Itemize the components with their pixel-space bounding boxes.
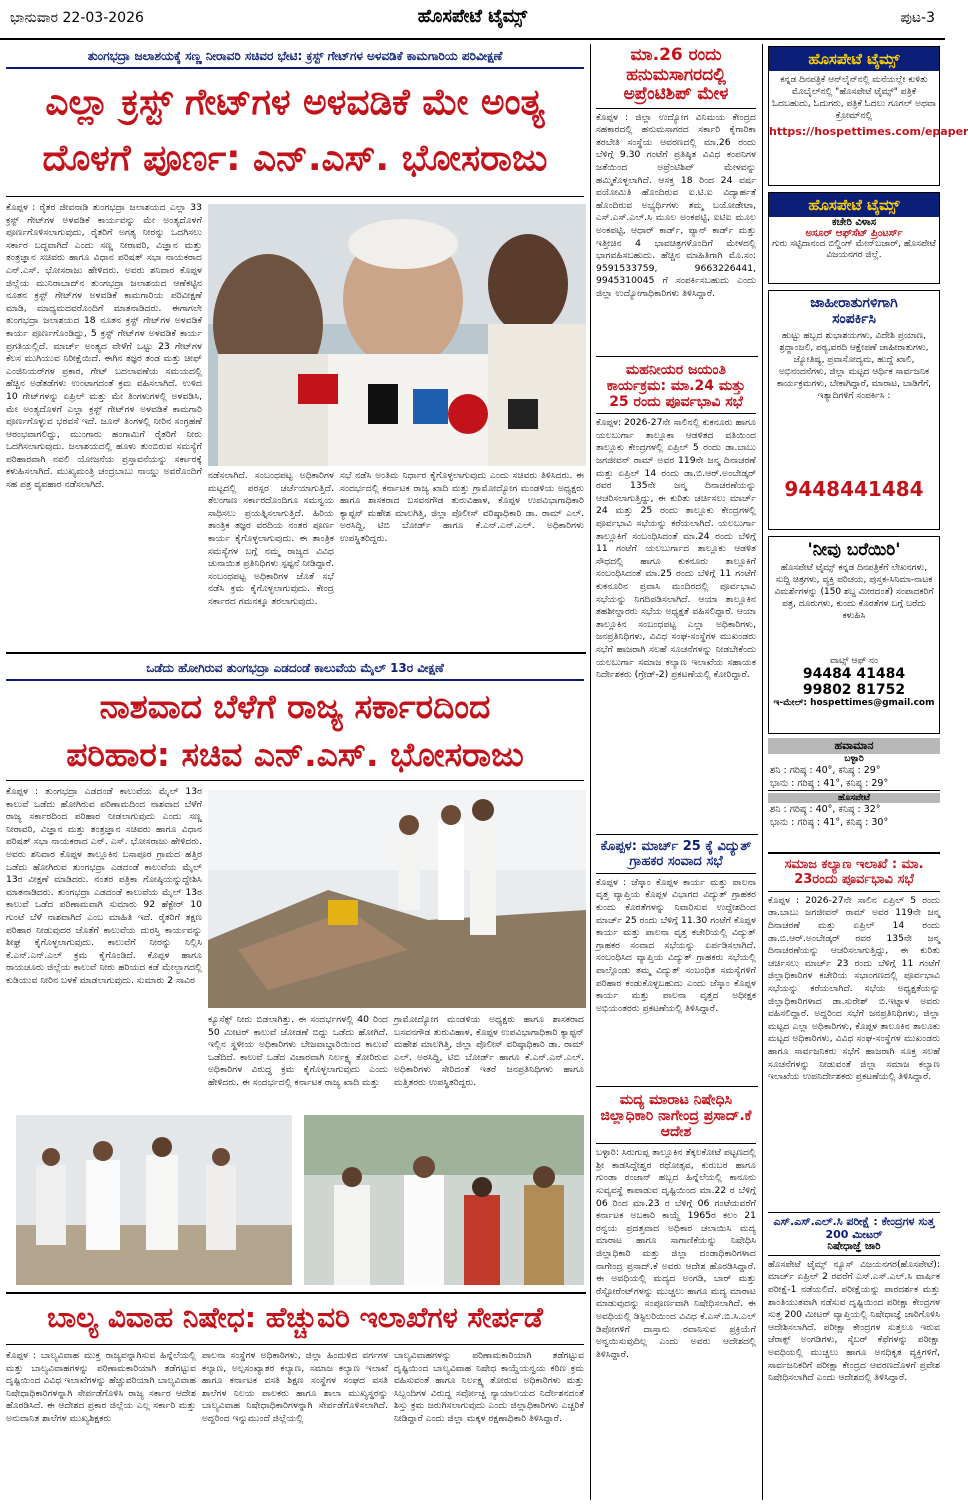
- col5-brief-2: [768, 1216, 940, 1495]
- email-address[interactable]: ಇ-ಮೇಲ್: hospettimes@gmail.com: [773, 698, 935, 708]
- divider: [768, 1212, 940, 1213]
- sslc-subheadline: ನಿಷೇಧಾಜ್ಞೆ ಜಾರಿ: [768, 1241, 940, 1256]
- office-address-ad: [768, 192, 940, 284]
- sslc-headline: ಎಸ್.ಎಸ್.ಎಲ್.ಸಿ ಪರೀಕ್ಷೆ : ಕೇಂದ್ರಗಳ ಸುತ್ತ 200 ಮೀಟರ್: [773, 1215, 935, 1241]
- story2-photo: [208, 790, 586, 1008]
- divider: [6, 652, 586, 654]
- column-rule: [762, 44, 763, 1500]
- whatsapp-phone-2[interactable]: 99802 81752: [802, 682, 906, 698]
- story1-col3: ಸಭೆ ನಡೆಸಿ ಅಂತಿಮ ನಿರ್ಧಾರ ಕೈಗೊಳ್ಳಲಾಗುವುದು ಎಂದು ಸಚಿವರು ತಿಳಿಸಿದರು. ಈ ಸಂದರ್ಭದಲ್ಲಿ ಕರ್ನಾಟಕ ರಾಜ್ಯ ಖಾದಿ ಮತ್ತು ಗ್ರಾಮೋದ್ಯೋಗ ಮಂಡಳಿಯ ಅಧ್ಯಕ್ಷರು ಹಾಗೂ ಶಾಸಕರಾದ ಬಸವನಗೌಡ ತುರುವಿಹಾಳ, ಕೊಪ್ಪಳ ಉಪವಿಭಾಗಾಧಿಕಾರಿ ಕ್ಯಾಪ್ಟನ್ ಮಹೇಶ ಮಾಲಗಿತ್ತಿ, ಜಿಲ್ಲಾ ಪೊಲೀಸ್ ವರಿಷ್ಠಾಧಿಕಾರಿ ಡಾ. ರಾಮ್ ಎಲ್. ಅರಸಿದ್ದಿ, ಟಿಬಿ ಬೋರ್ಡ್ ಹಾಗೂ ಕೆ.ಎನ್.ಎನ್.ಎಲ್. ಅಧಿಕಾರಿಗಳು ಉಪಸ್ಥಿತರಿದ್ದರು.: [340, 470, 584, 544]
- whatsapp-label: ವಾಟ್ಸ್ ಆಫ್ ನಂ: [830, 656, 878, 666]
- col4-brief-1: [596, 46, 756, 334]
- write-to-us-ad: [768, 536, 940, 734]
- page-number: ಪುಟ-3: [900, 10, 935, 26]
- story1-headline-2: ದೊಳಗೆ ಪೂರ್ಣ: ಎನ್.ಎಸ್. ಭೋಸರಾಜು: [42, 138, 548, 179]
- story2-kicker: ಒಡೆದು ಹೋಗಿರುವ ತುಂಗಭದ್ರಾ ಎಡದಂಡೆ ಕಾಲುವೆಯ ಮೈಲ್ 13ರ ವೀಕ್ಷಣೆ: [6, 658, 584, 681]
- story3-headline: ಬಾಲ್ಯ ವಿವಾಹ ನಿಷೇಧ: ಹೆಚ್ಚುವರಿ ಇಲಾಖೆಗಳ ಸೇರ್ಪಡೆ: [47, 1301, 543, 1334]
- story2-headline-1: ನಾಶವಾದ ಬೆಳೆಗೆ ರಾಜ್ಯ ಸರ್ಕಾರದಿಂದ: [99, 687, 491, 726]
- story2-photo-3: [304, 1115, 584, 1285]
- story3-col1: ಕೊಪ್ಪಳ : ಬಾಲ್ಯವಿವಾಹ ಮುಕ್ತ ರಾಜ್ಯವನ್ನಾಗಿಸುವ ಹಿನ್ನೆಲೆಯಲ್ಲಿ ಮತ್ತು ಬಾಲ್ಯವಿವಾಹಗಳನ್ನು ಪರಿಣಾಮಕಾರಿಯಾಗಿ ತಡೆಗಟ್ಟುವ ದೃಷ್ಟಿಯಿಂದ ವಿವಿಧ ಇಲಾಖೆಗಳನ್ನು ಹೆಚ್ಚುವರಿಯಾಗಿ ಬಾಲ್ಯವಿವಾಹ ನಿಷೇಧಾಧಿಕಾರಿಗಳನ್ನಾಗಿ ಸೇರ್ಪಡೆಗೊಳಿಸಿ ರಾಜ್ಯ ಸರ್ಕಾರ ಆದೇಶ ಹೊರಡಿಸಿದೆ. ಈ ಆದೇಶದ ಪ್ರಕಾರ ಜಿಲ್ಲೆಯ ಎಲ್ಲ ಸರ್ಕಾರಿ ಮತ್ತು ಅನುದಾನಿತ ಶಾಲೆಗಳ ಮುಖ್ಯಶಿಕ್ಷಕರು: [6, 1350, 196, 1424]
- divider: [6, 1292, 586, 1294]
- social-welfare-headline: ಸಮಾಜ ಕಲ್ಯಾಣ ಇಲಾಖೆ : ಮಾ. 23ರಂದು ಪೂರ್ವಭಾವಿ ಸಭೆ: [768, 858, 940, 892]
- farmers-meeting-photo: [304, 1115, 584, 1285]
- story2-col2: ಕ್ಯೂಸೆಕ್ಸ್ ನೀರು ಬಿಡಲಾಗಿತ್ತು. ಈ ಸಂದರ್ಭಗಳಲ್ಲಿ 40 ರಿಂದ 50 ಮೀಟರ್ ಕಾಲುವೆ ಜೋಡಣೆ ಬಿದ್ದು ಒಡೆದು ಹೋಗಿದೆ. ಇಲ್ಲಿನ ಸ್ಥಳೀಯ ಅಧಿಕಾರಿಗಳು ಬೇಜವಾಬ್ದಾರಿಯಿಂದ ಕಾಲುವೆ ಒಡೆದಿದೆ. ಕಾಲುವೆ ಒಡೆದ ವಿಚಾರವಾಗಿ ನಿರ್ಲಕ್ಷ್ಯ ತೋರಿರುವ ಅಧಿಕಾರಿಗಳ ವಿರುದ್ಧ ಕ್ರಮ ಕೈಗೊಳ್ಳಲಾಗುವುದು ಎಂದು ಹೇಳಿದರು. ಈ ಸಂದರ್ಭದಲ್ಲಿ ಕರ್ನಾಟಕ ರಾಜ್ಯ ಖಾದಿ ಮತ್ತು: [208, 1014, 388, 1088]
- liquor-ban-headline: ಮದ್ಯ ಮಾರಾಟ ನಿಷೇಧಿಸಿ ಜಿಲ್ಲಾಧಿಕಾರಿ ನಾಗೇಂದ್ರ ಪ್ರಸಾದ್.ಕೆ ಆದೇಶ: [596, 1092, 756, 1144]
- advertise-ad: [768, 290, 940, 530]
- weather-box: [768, 738, 940, 829]
- divider: [596, 834, 758, 835]
- col4-brief-4: [596, 1092, 756, 1477]
- group-walk-photo: [16, 1115, 292, 1285]
- paper-name: ಹೊಸಪೇಟೆ ಟೈಮ್ಸ್: [417, 6, 528, 27]
- column-rule: [590, 44, 591, 1500]
- epaper-ad-body: ಕನ್ನಡ ದಿನಪತ್ರಿಕೆ ಆನ್‌ಲೈನ್‌ನಲ್ಲಿ ಮನೆಯಲ್ಲೇ ಕುಳಿತು ಮೊಬೈಲ್‌ನಲ್ಲಿ "ಹೊಸಪೇಟೆ ಟೈಮ್ಸ್" ಪತ್ರಿಕೆ ಓದಬಹುದು, ಓದುಗರು, ಪತ್ರಿಕೆ ಓದಲು ಗೂಗಲ್ ಅಥವಾ ಕ್ರೋಮ್‌ನಲ್ಲಿ: [772, 75, 936, 121]
- story1-col2: ನಡೆಸಲಾಗಿದೆ. ಸಂಬಂಧಪಟ್ಟ ಅಧಿಕಾರಿಗಳ ಮಟ್ಟದಲ್ಲಿ ಪರಸ್ಪರ ಚರ್ಚೆಯಾಗುತ್ತಿದೆ. ತೆಲಂಗಾಣ ಸರ್ಕಾರದೊಂದಿಗೂ ಸಮನ್ವಯ ಸಾಧಿಸಲು ಪ್ರಯತ್ನಿಸಲಾಗುತ್ತಿದೆ. ಹಿರಿಯ ತಾಂತ್ರಿಕ ತಜ್ಞರ ವರದಿಯ ನಂತರ ಪೂರ್ಣ ಕಾರ್ಯ ಕೈಗೊಳ್ಳಲಾಗುವುದು. ಈ ತಾಂತ್ರಿಕ ಸಮಸ್ಯೆಗಳ ಬಗ್ಗೆ ನಮ್ಮ ರಾಜ್ಯದ ವಿವಿಧ ಚುನಾಯಿತ ಪ್ರತಿನಿಧಿಗಳು ಸ್ಪಷ್ಟನೆ ನೀಡಿದ್ದಾರೆ. ಸಂಬಂಧಪಟ್ಟ ಅಧಿಕಾರಿಗಳ ಜೊತೆ ಸಭೆ ನಡೆಸಿ ಕ್ರಮ ಕೈಗೊಳ್ಳಲಾಗುವುದು. ಕೇಂದ್ರ ಸರ್ಕಾರದ ಗಮನಕ್ಕೂ ತರಲಾಗುವುದು.: [208, 470, 334, 607]
- divider: [768, 852, 940, 854]
- story2-col1: ಕೊಪ್ಪಳ : ತುಂಗಭದ್ರಾ ಎಡದಂಡೆ ಕಾಲುವೆಯ ಮೈಲ್ 13ರ ಕಾಲುವೆ ಒಡೆದು ಹೋಗಿರುವ ಪರಿಣಾಮದಿಂದ ನಾಶವಾದ ಬೆಳೆಗೆ ರಾಜ್ಯ ಸರ್ಕಾರದಿಂದ ಪರಿಹಾರ ನೀಡಲಾಗುವುದು ಎಂದು ಸಣ್ಣ ನೀರಾವರಿ, ವಿಜ್ಞಾನ ಮತ್ತು ತಂತ್ರಜ್ಞಾನ ಸಚಿವರು ಹಾಗೂ ವಿಧಾನ ಪರಿಷತ್ ಸಭಾ ನಾಯಕರಾದ ಎನ್. ಎಸ್. ಭೋಸರಾಜು ಹೇಳಿದರು. ಅವರು ಶನಿವಾರ ಕೊಪ್ಪಳ ತಾಲ್ಲೂಕಿನ ಬಸಾಪೂರ ಗ್ರಾಮದ ಹತ್ತಿರ ಒಡೆದು ಹೋಗಿರುವ ತುಂಗಭದ್ರಾ ಎಡದಂಡೆ ಕಾಲುವೆಯ ಮೈಲ್ 13ರ ವೀಕ್ಷಣೆ ಮಾಡಿದರು. ನಂತರ ಪತ್ರಿಕಾ ಗೋಷ್ಠಿಯನ್ನುದ್ದೇಶಿಸಿ ಮಾತನಾಡಿದರು. ತುಂಗಭದ್ರಾ ಎಡದಂಡೆ ಕಾಲುವೆಯ ಮೈಲ್ 13ರ ಕಾಲುವೆ ಒಡೆದ ಪರಿಣಾಮವಾಗಿ ಸುಮಾರು 92 ಹೆಕ್ಟೇರ್ 10 ಗುಂಟೆ ಬೆಳೆ ನಾಶವಾಗಿದೆ ಎಂಬ ಮಾಹಿತಿ ಇದೆ. ರೈತರಿಗೆ ತಕ್ಷಣ ಪರಿಹಾರ ನೀಡುವುದರ ಜೊತೆಗೆ ಕಾಲುವೆಯ ದುರಸ್ತಿ ಕಾರ್ಯವನ್ನು ಶೀಘ್ರ ಕೈಗೊಳ್ಳಲಾಗುವುದು. ಕಾಲುವೆಗೆ ನೀರನ್ನು ನಿಲ್ಲಿಸಿ ಕೆ.ಎನ್.ಎನ್.ಎಲ್ ಕ್ರಮ ಕೈಗೊಂಡಿದೆ. ಕೊಪ್ಪಳ ಹಾಗೂ ರಾಯಚೂರು ಜಿಲ್ಲೆಯ ಕಾಲುವೆ ನೀರು ಹರಿಯದ ಕಡೆ ಮೇಲ್ಭಾಗದಲ್ಲಿ ಕುಡಿಯುವ ನೀರಿನ ಬಳಕೆ ಮಾಡಲಾಗುವುದು. ಸುಮಾರು 2 ಸಾವಿರ: [6, 786, 202, 986]
- apprenticeship-headline: ಮಾ.26 ರಂದು ಹನುಮಸಾಗರದಲ್ಲಿ ಅಪ್ರೆಂಟಿಶಿಪ್ ಮೇಳ: [596, 46, 756, 109]
- office-ad-line1: ಕಚೇರಿ ವಿಳಾಸ: [831, 217, 877, 228]
- advertise-ad-title: ಜಾಹೀರಾತುಗಳಿಗಾಗಿ: [810, 295, 898, 311]
- weather-row: ಭಾನು : ಗರಿಷ್ಠ : 41°, ಕನಿಷ್ಠ : 30°: [770, 817, 889, 828]
- whatsapp-phone-1[interactable]: 94484 41484: [802, 666, 906, 682]
- story2-col3: ಗ್ರಾಮೋದ್ಯೋಗ ಮಂಡಳಿಯ ಅಧ್ಯಕ್ಷರು ಹಾಗೂ ಶಾಸಕರಾದ ಬಸವನಗೌಡ ತುರುವಿಹಾಳ, ಕೊಪ್ಪಳ ಉಪವಿಭಾಗಾಧಿಕಾರಿ ಕ್ಯಾಪ್ಟನ್ ಮಹೇಶ ಮಾಲಗಿತ್ತಿ, ಜಿಲ್ಲಾ ಪೊಲೀಸ್ ವರಿಷ್ಠಾಧಿಕಾರಿ ಡಾ. ರಾಮ್ ಎಲ್. ಅರಸಿದ್ದಿ, ಟಿಬಿ ಬೋರ್ಡ್ ಹಾಗೂ ಕೆ.ಎನ್.ಎನ್.ಎಲ್. ಅಧಿಕಾರಿಗಳು ಸೇರಿದಂತೆ ಇತರೆ ಜನಪ್ರತಿನಿಧಿಗಳು ಹಾಗೂ ಮತ್ತಿತರರು ಉಪಸ್ಥಿತರಿದ್ದರು.: [394, 1014, 584, 1088]
- divider: [596, 356, 758, 357]
- story1-kicker: ತುಂಗಭದ್ರಾ ಜಲಾಶಯಕ್ಕೆ ಸಣ್ಣ ನೀರಾವರಿ ಸಚಿವರ ಭೇಟಿ: ಕ್ರಸ್ಟ್ ಗೇಟ್‌ಗಳ ಅಳವಡಿಕೆ ಕಾಮಗಾರಿಯ ಪರಿವೀಕ್ಷಣೆ: [6, 46, 584, 69]
- story3-col2: ಪಾಲನಾ ಸಂಸ್ಥೆಗಳ ಅಧಿಕಾರಿಗಳು, ಜಿಲ್ಲಾ ಹಿಂದುಳಿದ ವರ್ಗಗಳ ಕಲ್ಯಾಣ, ಅಲ್ಪಸಂಖ್ಯಾತರ ಕಲ್ಯಾಣ, ಸಮಾಜ ಕಲ್ಯಾಣ ಇಲಾಖೆ ಹಾಗೂ ಕರ್ನಾಟಕ ವಸತಿ ಶಿಕ್ಷಣ ಸಂಸ್ಥೆಗಳ ಸಂಘದ ವಸತಿ ಶಾಲೆಗಳ ನಿಲಯ ಪಾಲಕರು ಹಾಗೂ ಶಾಲಾ ಮುಖ್ಯಸ್ಥರನ್ನು ಬಾಲ್ಯವಿವಾಹ ನಿಷೇಧಾಧಿಕಾರಿಗಳನ್ನಾಗಿ ಸೇರ್ಪಡೆಗೊಳಿಸಲಾಗಿದೆ. ಅದ್ದರಿಂದ ಇನ್ನುಮುಂದೆ ಜಿಲ್ಲೆಯಲ್ಲಿ: [202, 1350, 388, 1424]
- write-ad-body: ಹೊಸಪೇಟೆ ಟೈಮ್ಸ್ ಕನ್ನಡ ದಿನಪತ್ರಿಕೆಗೆ ಲೇಖನಗಳು, ಸುದ್ದಿ ಚಿತ್ರಗಳು, ವ್ಯಕ್ತಿ ಪರಿಚಯ, ಪುಸ್ತಕ-ಸಿನಿಮಾ-ನಾಟಕ ವಿಮರ್ಶೆಗಳನ್ನು (150 ಶಬ್ದ ಮೀರದಂತೆ) ಸಂಪಾದಕರಿಗೆ ಪತ್ರ, ದೂರುಗಳು, ಕುಂದು ಕೊರತೆಗಳ ಬಗ್ಗೆ ಬರೆದು ಕಳುಹಿಸಿ: [774, 563, 934, 621]
- weather-title: ಹವಾಮಾನ: [768, 738, 940, 754]
- weather-city-2: ಹೊಸಪೇಟೆ: [768, 793, 940, 803]
- weather-row: ಭಾನು : ಗರಿಷ್ಠ : 41°, ಕನಿಷ್ಠ : 29°: [768, 777, 940, 791]
- weather-row: ಶನಿ : ಗರಿಷ್ಠ : 40°, ಕನಿಷ್ಠ : 29°: [770, 765, 881, 776]
- divider: [6, 780, 584, 781]
- advertise-ad-body: ಹುಟ್ಟು ಹಬ್ಬದ ಶುಭಾಶಯಗಳು, ವಿದೇಶಿ ಪ್ರಯಾಣ, ಶ್ರದ್ಧಾಂಜಲಿ, ಪಠ್ಯ,ವರದಿ ಆಕ್ಷೇಪಣೆ ಜಾಹೀರಾತುಗಳು, ಜ್ಯೋತಿಷ್ಯ, ಪ್ರವಾಸೋದ್ಯಮ, ಹುದ್ದೆ ಖಾಲಿ, ಅಭಿನಂದನೆಗಳು, ಜಿಲ್ಲಾ ಮಟ್ಟದ ಆರ್ಥಿಕ ಸಾರ್ವಜನಿಕ ಕಾರ್ಯಕ್ರಮಗಳು, ಬೇಕಾಗಿದ್ದಾರೆ, ಮಾರಾಟ, ಬಾಡಿಗೆಗೆ, ಇತ್ಯಾದಿಗಳಿಗೆ ಸಂಪರ್ಕಿಸಿ :: [776, 331, 932, 401]
- story1-col1: ಕೊಪ್ಪಳ : ರೈತರ ಜೀವನಾಡಿ ತುಂಗಭದ್ರಾ ಜಲಾಶಯದ ಎಲ್ಲಾ 33 ಕ್ರಸ್ಟ್ ಗೇಟ್‌ಗಳ ಅಳವಡಿಕೆ ಕಾರ್ಯವನ್ನು ಮೇ ಅಂತ್ಯದೊಳಗೆ ಪೂರ್ಣಗೊಳಿಸಲಾಗುವುದು, ರೈತರಿಗೆ ಅಗತ್ಯ ನೀರನ್ನು ಒದಗಿಸಲು ಸರ್ಕಾರ ಬದ್ಧವಾಗಿದೆ ಎಂದು ಸಣ್ಣ ನೀರಾವರಿ, ವಿಜ್ಞಾನ ಮತ್ತು ತಂತ್ರಜ್ಞಾನ ಸಚಿವರು ಹಾಗೂ ವಿಧಾನ ಪರಿಷತ್ ಸಭಾ ನಾಯಕರಾದ ಎನ್.ಎಸ್. ಭೋಸರಾಜು ಹೇಳಿದರು. ಅವರು ಶನಿವಾರ ಕೊಪ್ಪಳ ಜಿಲ್ಲೆಯ ಮುನಿರಾಬಾದ್‌ನ ತುಂಗಭದ್ರಾ ಜಲಾಶಯದ ಆಣೆಕಟ್ಟಿನ ನೂತನ ಕ್ರಸ್ಟ್ ಗೇಟ್‌ಗಳ ಅಳವಡಿಕೆ ಕಾಮಗಾರಿಯ ಪರಿವೀಕ್ಷಣೆ ಮಾಡಿ, ಮಾಧ್ಯಮದವರೊಂದಿಗೆ ಮಾತನಾಡಿದರು. ಈಗಾಗಲೇ ತುಂಗಭದ್ರಾ ಜಲಾಶಯದ 18 ನೂತನ ಕ್ರಸ್ಟ್ ಗೇಟ್‌ಗಳ ಅಳವಡಿಕೆ ಕಾರ್ಯ ಪೂರ್ಣಗೊಂಡಿದ್ದು, 5 ಕ್ರಸ್ಟ್ ಗೇಟ್‌ಗಳ ಅಳವಡಿಕೆ ಕಾರ್ಯ ಪ್ರಗತಿಯಲ್ಲಿದೆ. ಮಾರ್ಚ್ ಅಂತ್ಯದ ವೇಳೆಗೆ ಒಟ್ಟು 23 ಗೇಟ್‌ಗಳ ಕೆಲಸ ಮುಗಿಯುವ ನಿರೀಕ್ಷೆಯಿದೆ. ಈಗಿನ ತಜ್ಞರ ತಂಡ ಮತ್ತು ಚೀಫ್ ಎಂಜಿನಿಯರ್‌ಗಳ ಪ್ರಕಾರ, ಗೇಟ್ ಬದಲಾವಣೆಯ ಸಮಯದಲ್ಲಿ ಹೆಚ್ಚಿನ ಅಡೆತಡೆಗಳು ಉಂಟಾಗದಂತೆ ಕ್ರಮ ವಹಿಸಲಾಗಿದೆ. ಉಳಿದ 10 ಗೇಟ್‌ಗಳನ್ನು ಏಪ್ರಿಲ್ ಮತ್ತು ಮೇ ತಿಂಗಳುಗಳಲ್ಲಿ ಅಳವಡಿಸಿ, ಮೇ ಅಂತ್ಯದೊಳಗೆ ಎಲ್ಲಾ ಕ್ರಸ್ಟ್ ಗೇಟ್‌ಗಳ ಅಳವಡಿಕೆ ಕಾಮಗಾರಿ ಪೂರ್ಣಗೊಳ್ಳುವ ಭರವಸೆ ಇದೆ. ಜೂನ್ ತಿಂಗಳಲ್ಲಿ ನೀರಿನ ಸಂಗ್ರಹಣೆ ಆರಂಭವಾಗಲಿದ್ದು, ಮುಂಗಾರು ಹಂಗಾಮಿಗೆ ರೈತರಿಗೆ ನೀರು ಒದಗಿಸಲಾಗುವುದು. ಜಲಾಶಯದಲ್ಲಿ ಹೂಳು ತುಂಬಿರುವ ಸಮಸ್ಯೆಗೆ ಪರಿಹಾರವಾಗಿ ನವಲಿ ಯೋಜನೆಯ ಪ್ರಸ್ತಾವನೆಯನ್ನು ಸರ್ಕಾರಕ್ಕೆ ಕಳುಹಿಸಲಾಗಿದೆ. ಮುಖ್ಯಮಂತ್ರಿ ಚಂದ್ರಬಾಬು ನಾಯ್ಡು ಅವರೊಂದಿಗೆ ಸಹ ಪತ್ರ ವ್ಯವಹಾರ ನಡೆಸಲಾಗಿದೆ.: [6, 202, 202, 491]
- sslc-body: ಹೊಸಪೇಟೆ ಟೈಮ್ಸ್ ನ್ಯೂಸ್ ವಿಜಯನಗರ(ಹೊಸಪೇಟೆ): ಮಾರ್ಚ್ ಏಪ್ರಿಲ್ 2 ರವರೆಗೆ ಎಸ್.ಎಸ್.ಎಲ್.ಸಿ ವಾರ್ಷಿಕ ಪರೀಕ್ಷೆ-1 ನಡೆಯಲಿದೆ. ಪರೀಕ್ಷೆಯನ್ನು ಪಾರದರ್ಶಕ ಮತ್ತು ಶಾಂತಿಯುತವಾಗಿ ನಡೆಸುವ ದೃಷ್ಟಿಯಿಂದ ಪರೀಕ್ಷಾ ಕೇಂದ್ರಗಳ ಸುತ್ತ 200 ಮೀಟರ್ ವ್ಯಾಪ್ತಿಯಲ್ಲಿ ನಿಷೇಧಾಜ್ಞೆ ಜಾರಿಗೊಳಿಸಿ ಆದೇಶಿಸಲಾಗಿದೆ. ಪರೀಕ್ಷಾ ಕೇಂದ್ರಗಳ ಸುತ್ತಲೂ ಇರುವ ಜೆರಾಕ್ಸ್ ಅಂಗಡಿಗಳು, ಸೈಬರ್ ಕೆಫೆಗಳನ್ನು ಪರೀಕ್ಷಾ ಅವಧಿಯಲ್ಲಿ ಮುಚ್ಚಲು ಹಾಗೂ ಅನಧಿಕೃತ ವ್ಯಕ್ತಿಗಳಿಗೆ, ಸಾರ್ವಜನಿಕರಿಗೆ ಪರೀಕ್ಷಾ ಕೇಂದ್ರದ ಆವರಣದೊಳಗೆ ಪ್ರವೇಶ ನಿಷೇಧಿಸಲಾಗಿದೆ ಎಂದು ಆದೇಶದಲ್ಲಿ ತಿಳಿಸಿದ್ದಾರೆ.: [768, 1258, 940, 1384]
- write-ad-title: 'ನೀವು ಬರೆಯಿರಿ': [807, 540, 901, 560]
- masthead: [0, 0, 945, 40]
- story2-photo-2: [16, 1115, 292, 1285]
- epaper-ad-title: ಹೊಸಪೇಟೆ ಟೈಮ್ಸ್: [769, 47, 939, 71]
- divider: [596, 1086, 758, 1087]
- epaper-ad: [768, 46, 968, 186]
- office-ad-title: ಹೊಸಪೇಟೆ ಟೈಮ್ಸ್: [769, 193, 939, 217]
- weather-row: ಶನಿ : ಗರಿಷ್ಠ : 40°, ಕನಿಷ್ಠ : 32°: [770, 804, 881, 815]
- advertise-ad-sub: ಸಂಪರ್ಕಿಸಿ: [832, 311, 876, 327]
- liquor-ban-body: ಬಳ್ಳಾರಿ: ಸಿರುಗುಪ್ಪ ತಾಲ್ಲೂಕಿನ ತೆಕ್ಕಲಕೋಟೆ ಪಟ್ಟಣದಲ್ಲಿ ಶ್ರೀ ಕಾಡಸಿದ್ದೇಶ್ವರ ರಥೋತ್ಸವ, ಕುರುಬರ ಹಾಗೂ ಗುಂಡಾ ರಂಜಾನ್ ಹಬ್ಬದ ಹಿನ್ನೆಲೆಯಲ್ಲಿ ಕಾನೂನು ಸುವ್ಯವಸ್ಥೆ ಕಾಪಾಡುವ ದೃಷ್ಟಿಯಿಂದ ಮಾ.22 ರ ಬೆಳಿಗ್ಗೆ 06 ರಿಂದ ಮಾ.23 ರ ಬೆಳಿಗ್ಗೆ 06 ಗಂಟೆಯವರೆಗೆ ಕರ್ನಾಟಕ ಅಬಕಾರಿ ಕಾಯ್ದೆ 1965ರ ಕಲಂ 21 ರನ್ವಯ ಪ್ರದತ್ತವಾದ ಅಧಿಕಾರ ಚಲಾಯಿಸಿ ಮದ್ಯ ಮಾರಾಟ ಹಾಗೂ ಸಾಗಾಣಿಕೆಯನ್ನು ನಿಷೇಧಿಸಿ ಜಿಲ್ಲಾಧಿಕಾರಿ ಮತ್ತು ಜಿಲ್ಲಾ ದಂಡಾಧಿಕಾರಿಗಳಾದ ನಾಗೇಂದ್ರ ಪ್ರಸಾದ್.ಕೆ ಅವರು ಆದೇಶ ಹೊರಡಿಸಿದ್ದಾರೆ. ಈ ಅವಧಿಯಲ್ಲಿ ಮದ್ಯದ ಅಂಗಡಿ, ಬಾರ್ ಮತ್ತು ರೆಸ್ಟೋರೆಂಟ್‌ಗಳನ್ನು ಮುಚ್ಚಲು ಹಾಗೂ ಮದ್ಯ ಮಾರಾಟ ಮಾಡುವುದನ್ನು ಸಂಪೂರ್ಣವಾಗಿ ನಿಷೇಧಿಸಲಾಗಿದೆ. ಈ ಅವಧಿಯಲ್ಲಿ ಡಿಸ್ಟಿಲರಿಯಿಂದ ವಿವಿಧ ಕೆ.ಎಸ್.ಬಿ.ಸಿ.ಎಲ್ ಡಿಪೋಗಳಿಗೆ ದಾಸ್ತಾನು ರವಾನಿಸುವ ಪ್ರಕ್ರಿಯೆಗೆ ಅನ್ವಯಿಸುವುದಿಲ್ಲ ಎಂದು ಅವರು ಆದೇಶದಲ್ಲಿ ತಿಳಿಸಿದ್ದಾರೆ.: [596, 1147, 756, 1360]
- epaper-link[interactable]: https://hospettimes.com/epaper: [769, 125, 968, 138]
- weather-city-1: ಬಳ್ಳಾರಿ: [844, 754, 864, 764]
- social-welfare-body: ಕೊಪ್ಪಳ : 2026-27ನೇ ಸಾಲಿನ ಏಪ್ರಿಲ್ 5 ರಂದು ಡಾ.ಬಾಬು ಜಗಜೀವನ್ ರಾಮ್ ಅವರ 119ನೇ ಜನ್ಮ ದಿನಾಚರಣೆ ಮತ್ತು ಏಪ್ರಿಲ್ 14 ರಂದು ಡಾ.ಬಿ.ಆರ್.ಅಂಬೇಡ್ಕರ್ ರವರ 135ನೇ ಜನ್ಮ ದಿನಾಚರಣೆಯನ್ನು ಆಚರಿಸಲಾಗುತ್ತಿದ್ದು, ಈ ಕುರಿತು ಚರ್ಚಿಸಲು ಮಾರ್ಚ್ 23 ರಂದು ಬೆಳಿಗ್ಗೆ 11 ಗಂಟೆಗೆ ಜಿಲ್ಲಾಧಿಕಾರಿಗಳ ಕಚೇರಿಯ ಸಭಾಂಗಣದಲ್ಲಿ ಪೂರ್ವಭಾವಿ ಸಭೆಯನ್ನು ಕರೆಯಲಾಗಿದೆ. ಸಭೆಯ ಅಧ್ಯಕ್ಷತೆಯನ್ನು ಜಿಲ್ಲಾಧಿಕಾರಿಗಳಾದ ಡಾ.ಸುರೇಶ್ ಬಿ.ಇಟ್ನಾಳ ಅವರು ವಹಿಸಲಿದ್ದಾರೆ. ಅದ್ದರಿಂದ ಸಭೆಗೆ ಜನಪ್ರತಿನಿಧಿಗಳು, ಜಿಲ್ಲಾ ಮಟ್ಟದ ಎಲ್ಲಾ ಅಧಿಕಾರಿಗಳು, ಕೊಪ್ಪಳ ತಾಲೂಕಿನ ತಾಲೂಕು ಮಟ್ಟದ ಅಧಿಕಾರಿಗಳು, ವಿವಿಧ ಸಂಘ-ಸಂಸ್ಥೆಗಳ ಮುಖಂಡರು ಹಾಗೂ ಸಾರ್ವಜನಿಕರು ಸಭೆಗೆ ಹಾಜರಾಗಿ ಸೂಕ್ತ ಸಲಹೆ ಸೂಚನೆಗಳನ್ನು ನೀಡುವಂತೆ ಜಿಲ್ಲಾ ಸಮಾಜ ಕಲ್ಯಾಣ ಇಲಾಖೆಯ ಉಪನಿರ್ದೇಶಕರು ಪ್ರಕಟಣೆಯಲ್ಲಿ ತಿಳಿಸಿದ್ದಾರೆ.: [768, 894, 940, 1083]
- divider: [6, 196, 584, 197]
- canal-inspection-photo: [208, 790, 586, 1008]
- divider: [6, 1344, 584, 1345]
- story1-photo: [208, 204, 586, 466]
- story2-headline-2: ಪರಿಹಾರ: ಸಚಿವ ಎನ್.ಎಸ್. ಭೋಸರಾಜು: [66, 735, 524, 774]
- col4-brief-3: [596, 840, 756, 1077]
- story1-headline-1: ಎಲ್ಲಾ ಕ್ರಸ್ಟ್ ಗೇಟ್‌ಗಳ ಅಳವಡಿಕೆ ಮೇ ಅಂತ್ಯ: [45, 82, 545, 123]
- jayanti-body: ಕೊಪ್ಪಳ: 2026-27ನೇ ಸಾಲಿನಲ್ಲಿ ಕುಕನೂರು ಹಾಗೂ ಯಲಬುರ್ಗಾ ತಾಲ್ಲೂಕಾ ಆಡಳಿತದ ವತಿಯಿಂದ ತಾಲ್ಲೂಕು ಕೇಂದ್ರಗಳಲ್ಲಿ ಏಪ್ರಿಲ್ 5 ರಂದು ಡಾ.ಬಾಬು ಜಗಜೀವನ್ ರಾಮ್ ಅವರ 119ನೇ ಜನ್ಮ ದಿನಾಚರಣೆ ಮತ್ತು ಏಪ್ರಿಲ್ 14 ರಂದು ಡಾ.ಬಿ.ಆರ್.ಅಂಬೇಡ್ಕರ್ ರವರ 135ನೇ ಜನ್ಮ ದಿನಾಚರಣೆಯನ್ನು ಆಚರಿಸಲಾಗುತ್ತಿದ್ದು, ಈ ಕುರಿತು ಚರ್ಚಿಸಲು ಮಾರ್ಚ್ 24 ಮತ್ತು 25 ರಂದು ತಾಲ್ಲೂಕು ಕೇಂದ್ರಗಳಲ್ಲಿ ಪೂರ್ವಭಾವಿ ಸಭೆಯನ್ನು ಕರೆಯಲಾಗಿದೆ. ಯಲಬುರ್ಗಾ ತಾಲ್ಲೂಕಿಗೆ ಸಂಬಂಧಿಸಿದಂತೆ ಮಾ.24 ರಂದು ಬೆಳಿಗ್ಗೆ 11 ಗಂಟೆಗೆ ಯಲಬುರ್ಗಾದ ತಾಲ್ಲೂಕು ಆಡಳಿತ ಸೌಧದಲ್ಲಿ ಹಾಗೂ ಕುಕನೂರು ತಾಲ್ಲೂಕಿಗೆ ಸಂಬಂಧಿಸಿದಂತೆ ಮಾ.25 ರಂದು ಬೆಳಿಗ್ಗೆ 11 ಗಂಟೆಗೆ ಕುಕನೂರಿನ ಪ್ರವಾಸಿ ಮಂದಿರದಲ್ಲಿ ಪೂರ್ವಭಾವಿ ಸಭೆಯನ್ನು ನಿಗದಿಪಡಿಸಲಾಗಿದೆ. ಆಯಾ ತಾಲ್ಲೂಕಿನ ತಹಶೀಲ್ದಾರರು ಸಭೆಯ ಅಧ್ಯಕ್ಷತೆ ವಹಿಸಲಿದ್ದಾರೆ. ಆಯಾ ತಾಲ್ಲೂಕಿನ ಸಂಬಂಧಪಟ್ಟ ಎಲ್ಲಾ ಅಧಿಕಾರಿಗಳು, ಜನಪ್ರತಿನಿಧಿಗಳು, ವಿವಿಧ ಸಂಘ-ಸಂಸ್ಥೆಗಳ ಮುಖಂಡರು ಸಭೆಗೆ ಹಾಜರಾಗಿ ಸಲಹೆ ಸೂಚನೆಗಳನ್ನು ನೀಡಬೇಕೆಂದು ಯಲಬುರ್ಗಾ ಸಮಾಜ ಕಲ್ಯಾಣ ಇಲಾಖೆಯ ಸಹಾಯಕ ನಿರ್ದೇಶಕರು (ಗ್ರೇಡ್-2) ಪ್ರಕಟಣೆಯಲ್ಲಿ ಕೋರಿದ್ದಾರೆ.: [596, 417, 756, 681]
- electricity-body: ಕೊಪ್ಪಳ : ಜೆಸ್ಕಾಂ ಕೊಪ್ಪಳ ಕಾರ್ಯ ಮತ್ತು ಪಾಲನಾ ವೃತ್ತ ವ್ಯಾಪ್ತಿಯ ಕೊಪ್ಪಳ ವಿಭಾಗದ ವಿದ್ಯುತ್ ಗ್ರಾಹಕರ ಕುಂದು ಕೊರತೆಗಳನ್ನು ನಿವಾರಿಸುವ ಉದ್ದೇಶದಿಂದ ಮಾರ್ಚ್ 25 ರಂದು ಬೆಳಿಗ್ಗೆ 11.30 ಗಂಟೆಗೆ ಕೊಪ್ಪಳ ಕಾರ್ಯ ಮತ್ತು ಪಾಲನಾ ವೃತ್ತ ಕಚೇರಿಯಲ್ಲಿ ವಿದ್ಯುತ್ ಗ್ರಾಹಕರ ಸಂವಾದ ಸಭೆಯನ್ನು ಏರ್ಪಡಿಸಲಾಗಿದೆ. ಸಂಬಂಧಿಸಿದ ವ್ಯಾಪ್ತಿಯ ವಿದ್ಯುತ್ ಗ್ರಾಹಕರು ಸಭೆಯಲ್ಲಿ ಪಾಲ್ಗೊಂಡು ತಮ್ಮ ವಿದ್ಯುತ್ ಸಂಬಂಧಿತ ಸಮಸ್ಯೆಗಳಿಗೆ ಪರಿಹಾರ ಕಂಡುಕೊಳ್ಳಬಹುದು ಎಂದು ಜೆಸ್ಕಾಂ ಕೊಪ್ಪಳ ಕಾರ್ಯ ಮತ್ತು ಪಾಲನಾ ವೃತ್ತದ ಅಧೀಕ್ಷಕ ಅಭಿಯಂತರರು ಪ್ರಕಟಣೆಯಲ್ಲಿ ತಿಳಿಸಿದ್ದಾರೆ.: [596, 876, 756, 1014]
- office-ad-line2: ಅಸೂರ್ ಆಫ್‌ಸೆಟ್ ಪ್ರಿಂಟರ್ಸ್: [805, 228, 903, 239]
- office-ad-line3: ಗುರು ಸಟ್ಟಿದಾನಂದ ಬಿಲ್ಡಿಂಗ್ ಮೇನ್‌ಬಜಾರ್, ಹೊಸಪೇಟೆ ವಿಜಯನಗರ ಜಿಲ್ಲೆ.: [772, 239, 936, 260]
- apprenticeship-body: ಕೊಪ್ಪಳ : ಜಿಲ್ಲಾ ಉದ್ಯೋಗ ವಿನಿಮಯ ಕೇಂದ್ರದ ಸಹಕಾರದಲ್ಲಿ ಹನುಮಸಾಗರದ ಸರ್ಕಾರಿ ಕೈಗಾರಿಕಾ ತರಬೇತಿ ಸಂಸ್ಥೆಯ ಆವರಣದಲ್ಲಿ ಮಾ.26 ರಂದು ಬೆಳಿಗ್ಗೆ 9.30 ಗಂಟೆಗೆ ಪ್ರತಿಷ್ಠಿತ ವಿವಿಧ ಕಂಪನಿಗಳ ಜತೆಯಿಂದ ಅಪ್ರೆಂಟಿಶಿಪ್ ಮೇಳವನ್ನು ಹಮ್ಮಿಕೊಳ್ಳಲಾಗಿದೆ. ಆಸಕ್ತ 18 ರಿಂದ 24 ವರ್ಷ ವಯೋಮಿತಿ ಹೊಂದಿರುವ ಐ.ಟಿ.ಐ ವಿದ್ಯಾರ್ಹತೆ ಹೊಂದಿರುವ ಅಭ್ಯರ್ಥಿಗಳು ತಮ್ಮ ಬಯೋಡೇಟಾ, ಎಸ್.ಎಸ್.ಎಲ್.ಸಿ ಮೂಲ ಅಂಕಪಟ್ಟಿ, ಐಟಿಐ ಮೂಲ ಅಂಕಪಟ್ಟಿ, ಆಧಾರ್ ಕಾರ್ಡ್, ಪ್ಯಾನ್ ಕಾರ್ಡ್ ಮತ್ತು ಇತ್ತೀಚಿನ 4 ಭಾವಚಿತ್ರಗಳೊಂದಿಗೆ ಮೇಳದಲ್ಲಿ ಭಾಗವಹಿಸಬಹುದು. ಹೆಚ್ಚಿನ ಮಾಹಿತಿಗಾಗಿ ಮೊ.ಸಂ: 9591533759, 9663226441, 9945310045 ಗೆ ಸಂಪರ್ಕಿಸಬಹುದು ಎಂದು ಜಿಲ್ಲಾ ಉದ್ಯೋಗಾಧಿಕಾರಿಗಳು ತಿಳಿಸಿದ್ದಾರೆ.: [596, 111, 756, 299]
- issue-date: ಭಾನುವಾರ 22-03-2026: [10, 10, 144, 26]
- minister-press-photo: [208, 204, 586, 466]
- electricity-headline: ಕೊಪ್ಪಳ: ಮಾರ್ಚ್ 25 ಕ್ಕೆ ವಿದ್ಯುತ್ ಗ್ರಾಹಕರ ಸಂವಾದ ಸಭೆ: [596, 840, 756, 874]
- story3-col3: ಬಾಲ್ಯವಿವಾಹಗಳನ್ನು ಪರಿಣಾಮಕಾರಿಯಾಗಿ ತಡೆಗಟ್ಟುವ ದೃಷ್ಟಿಯಿಂದ ಬಾಲ್ಯವಿವಾಹ ನಿಷೇಧ ಕಾಯ್ದೆಯನ್ವಯ ಕಠಿಣ ಕ್ರಮ ವಹಿಸುವಂತೆ ಹಾಗೂ ನಿರ್ಲಕ್ಷ್ಯ ತೋರುವ ಅಧಿಕಾರಿಗಳು ಮತ್ತು ಸಿಬ್ಬಂದಿಗಳ ವಿರುದ್ಧ ಸರ್ವೋಚ್ಚ ನ್ಯಾಯಾಲಯದ ನಿರ್ದೇಶನದಂತೆ ಶಿಸ್ತು ಕ್ರಮ ಜರುಗಿಸಲಾಗುವುದು ಎಂದು ಜಿಲ್ಲಾಧಿಕಾರಿಗಳು ಎಚ್ಚರಿಕೆ ನೀಡಿದ್ದಾರೆ ಎಂದು ಜಿಲ್ಲಾ ಮಕ್ಕಳ ರಕ್ಷಣಾಧಿಕಾರಿ ತಿಳಿಸಿದ್ದಾರೆ.: [394, 1350, 584, 1424]
- jayanti-headline: ಮಹನೀಯರ ಜಯಂತಿ ಕಾರ್ಯಕ್ರಮ: ಮಾ.24 ಮತ್ತು 25 ರಂದು ಪೂರ್ವಭಾವಿ ಸಭೆ: [596, 362, 756, 414]
- col5-brief-1: [768, 858, 940, 1183]
- col4-brief-2: [596, 362, 756, 781]
- advertise-phone[interactable]: 9448441484: [784, 477, 924, 501]
